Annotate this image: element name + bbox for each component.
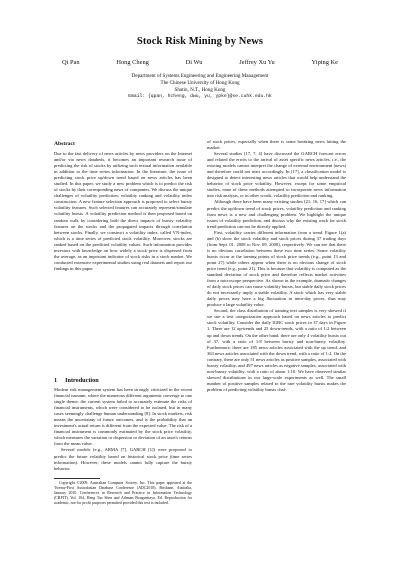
author-name: Yiping Ke: [311, 59, 338, 66]
affiliation-line: The Chinese University of Hong Kong: [160, 79, 240, 86]
author-list: [62, 59, 338, 66]
paper-title: Stock Risk Mining by News: [136, 36, 264, 47]
right-column-body: [207, 139, 346, 393]
body-paragraph: Several studies [17, 7, 4] have discussed the GARCH forecast errors and related the errors to the arrival of asset specific news articles, i.e., the existing models cannot interpret the change of external environment (news) and therefore could not react accordingly. In [17], a classification model is designed to detect interesting news articles that would help understand the behavior of stock price volatility. However, except for some empirical studies, none of these methods attempted to incorporate news information into risk analysis, or in other words, volatility prediction and ranking.: [207, 151, 346, 199]
body-paragraph: Although there have been many existing studies [21, 16, 17] which can predict the up/down trend of stock prices, volatility prediction and ranking from news is a new and challenging problem. We highlight the unique issues of volatility prediction, and discuss why the existing work for stock trend prediction can not be directly applied.: [207, 199, 346, 229]
abstract-paragraph: Due to the fast delivery of news articles by news providers on the Internet and/or via news databeds, it becomes an important research issue of predicting the risk of stocks by utilizing such textual information available in addition to the time series information. In the literature, the issue of predicting stock price up/down trend based on news articles has been studied. In this paper, we study a new problem which is to predict the risk of stocks by their corresponding news of companies. We discuss the unique challenges of volatility prediction, volatility ranking and volatility index construction. A new feature selection approach is proposed to select bursty volatility features. Such selected features can accurately represent/simulate volatility bursts. A volatility prediction method is then proposed based on random walk by considering both the direct impacts of bursty volatility features on the stocks and the propagated impacts through correlation between stocks. Finally, we construct a volatility index, called VN-index, which is a time series of predicted stock volatility. Moreover, stocks are ranked based on the predicted volatility values. Such information provides investors with knowledge on how widely a stock price is dispersed from the average, as an important indicator of stock risks in a stock market. We conducted extensive experimental studies using real datasets and report our findings in this paper.: [54, 151, 192, 271]
section-number: 1: [54, 377, 58, 384]
author-name: Qi Pan: [62, 59, 80, 66]
body-paragraph: of stock prices, especially when there is some breaking news hitting the market.: [207, 139, 346, 151]
affiliation-line: Department of Systems Engineering and Engineering Management: [131, 73, 269, 79]
author-name: Jeffrey Xu Yu: [239, 59, 275, 66]
author-name: Di Wu: [185, 59, 203, 66]
copyright-footnote: [54, 481, 192, 506]
introduction-body: [54, 387, 192, 472]
section-title: Introduction: [65, 377, 99, 384]
abstract-body: [54, 151, 192, 272]
body-paragraph: Second, the class distribution of training text samples is very skewed if we use a text categorization approach based on news articles to predict stock volatility. Consider the daily IGBC stock prices in 37 days in Figure 1. There are 12 up-trends and 25 down-trends, with a ratio of 1:2 between up and down trends. On the other hand, there are only 4 volatility bursts out of 37, with a ratio of 1:8 between bursty and non-bursty volatility. Furthermore, there are 185 news articles associated with the up trend, and 363 news articles associated with the down trend, with a ratio of 1:2. On the contrary, there are only 51 news articles as positive samples, associated with bursty volatility, and 497 news articles as negative samples, associated with non-bursty volatility, with a ratio of about 1:10. We have observed similar skewed distributions in our large-scale experiments as well. The small number of positive samples related to the rare volatility bursts makes the problem of predicting volatility bursts chal-: [207, 308, 346, 392]
body-paragraph: First, volatility carries different information from a trend. Figure 1(a) and (b) show the stock volatility and stock prices during 37 trading days (from Sept. 01, 2008 to Nov. 09, 2008), respectively. We can see that there is no obvious correlation between these two time series. Some volatility bursts occur at the turning points of stock price trends (e.g., point 13 and point 27) while others appear when there is no obvious change of stock price trend (e.g., point 21). This is because that volatility is computed as the standard deviation of stock price and therefore reflects market activities from a microscope perspective. As shown in the example, dramatic changes of daily stock prices can cause volatility bursts, but stable daily stock prices do not necessarily imply a stable volatility. A stock which has very stable daily prices may have a big fluctuation in intra-day prices, thus may produce a large volatility value.: [207, 229, 346, 308]
abstract-heading: Abstract: [54, 141, 75, 147]
intro-paragraph: Modern risk management system has been strongly criticized in the recent financial tsunami, where the numerous different arguments converge to one single theme: the current system failed to accurately estimate the risks of financial instruments, which were considered to be isolated, but in many cases seemingly challenge human understanding [8]. In stock markets, risk means the uncertainty of future outcomes, and is the probability that an investment's actual return is different from the expected value. The risk of a financial instrument is commonly estimated by the stock price volatility, which measures the variation or dispersion or deviation of an asset's returns from the mean value.: [54, 387, 192, 447]
footnote-rule: [54, 478, 100, 479]
section-heading-introduction: [54, 377, 107, 384]
intro-paragraph: Several models (e.g., ARMA [7], GARCH [1]) were proposed to predict the future volatility based on historical stock price (time series information). However, these models cannot fully capture the bursty behavior: [54, 447, 192, 471]
affiliation-block: [0, 73, 400, 101]
email-line: Email: {qpan, hcheng, dwu, yu, ypke}@se.cuhk.edu.hk: [128, 93, 272, 99]
author-name: Hong Cheng: [116, 59, 149, 66]
affiliation-line: Shatin, N.T., Hong Kong: [174, 86, 226, 93]
footnote-paragraph: Copyright ©2009, Australian Computer Society, Inc. This paper appeared at the Twenty-First Australasian Database Conference (ADC2010), Brisbane, Australia, January 2010. Conferences in Research and Practice in Information Technology (CRPIT), Vol. 104, Heng Tao Shen and Athman Bouguettaya, Ed. Reproduction for academic, not-for profit purposes permitted provided this text is included.: [54, 481, 192, 506]
